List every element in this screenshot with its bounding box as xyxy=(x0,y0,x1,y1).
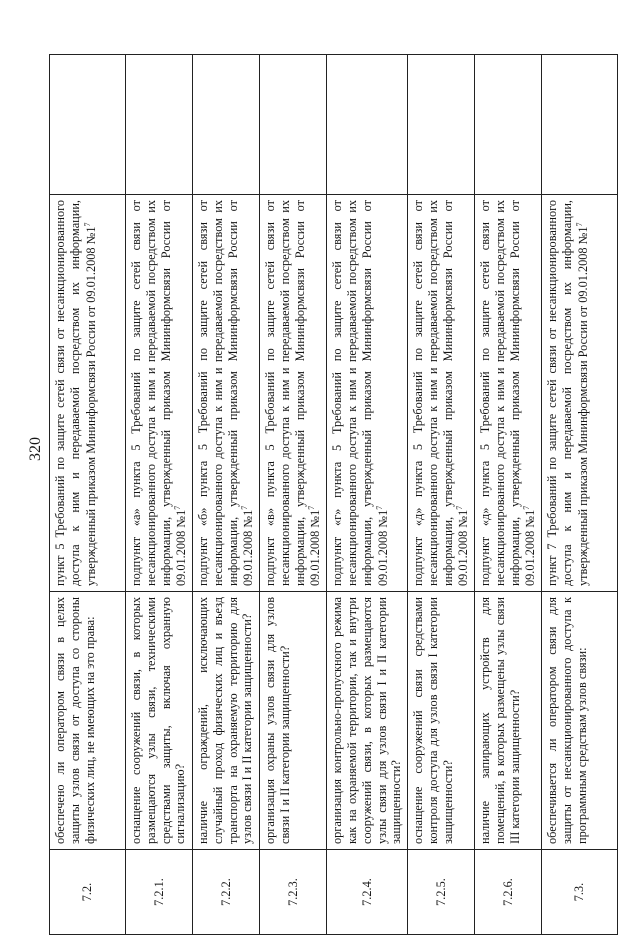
answer-cell xyxy=(542,55,618,195)
question-cell: оснащение сооружений связи средствами контроля доступа для узлов связи I категории защищенности? xyxy=(408,592,475,850)
reference-text: пункт 5 Требований по защите сетей связи от несанкционированного доступа к ним и передаваемой посредством их информации, утвержденный приказом Мининформсвязи России от 09.01.2008 №1 xyxy=(53,200,98,586)
table-row xyxy=(126,55,193,935)
answer-cell xyxy=(50,55,126,195)
question-cell: организация контрольно-пропускного режима как на охраняемой территории, так и внутри сооружений связи, в которых размещаются узлы связи для узлов связи I и II категории защищенности? xyxy=(327,592,408,850)
answer-cell xyxy=(327,55,408,195)
reference-text: подпункт «а» пункта 5 Требований по защите сетей связи от несанкционированного доступа к ним и передаваемой посредством их информации, утвержденный приказом Мининформсвязи России от 09.01.2008 №1 xyxy=(129,200,189,586)
footnote-mark: 7 xyxy=(455,505,465,510)
checklist-table-container xyxy=(49,55,590,935)
answer-cell xyxy=(126,55,193,195)
table-row xyxy=(260,55,327,935)
page-number: 320 xyxy=(27,437,44,461)
reference-cell xyxy=(126,195,193,592)
answer-cell xyxy=(475,55,542,195)
row-number: 7.2.4. xyxy=(327,850,408,935)
table-row xyxy=(542,55,618,935)
footnote-mark: 7 xyxy=(173,505,183,510)
table-row xyxy=(50,55,126,935)
reference-cell xyxy=(260,195,327,592)
row-number: 7.2.6. xyxy=(475,850,542,935)
reference-text: подпункт «в» пункта 5 Требований по защите сетей связи от несанкционированного доступа к ним и передаваемой посредством их информации, утвержденный приказом Мининформсвязи России от 09.01.2008 №1 xyxy=(263,200,323,586)
footnote-mark: 7 xyxy=(240,505,250,510)
reference-text: подпункт «д» пункта 5 Требований по защите сетей связи от несанкционированного доступа к ним и передаваемой посредством их информации, утвержденный приказом Мининформсвязи России от 09.01.2008 №1 xyxy=(478,200,538,586)
reference-text: подпункт «д» пункта 5 Требований по защите сетей связи от несанкционированного доступа к ним и передаваемой посредством их информации, утвержденный приказом Мининформсвязи России от 09.01.2008 №1 xyxy=(411,200,471,586)
reference-cell xyxy=(50,195,126,592)
reference-cell xyxy=(193,195,260,592)
answer-cell xyxy=(193,55,260,195)
footnote-mark: 7 xyxy=(307,505,317,510)
footnote-mark: 7 xyxy=(374,505,384,510)
reference-text: пункт 7 Требований по защите сетей связи от несанкционированного доступа к ним и передаваемой посредством их информации, утвержденный приказом Мининформсвязи России от 09.01.2008 №1 xyxy=(545,200,590,586)
reference-text: подпункт «г» пункта 5 Требований по защите сетей связи от несанкционированного доступа к ним и передаваемой посредством их информации, утвержденный приказом Мининформсвязи России от 09.01.2008 №1 xyxy=(330,200,390,586)
footnote-mark: 7 xyxy=(82,222,92,227)
row-number: 7.2.3. xyxy=(260,850,327,935)
question-cell: наличие ограждений, исключающих случайный проход физических лиц и въезд транспорта на охраняемую территорию для узлов связи I и II категории защищенности? xyxy=(193,592,260,850)
reference-cell xyxy=(408,195,475,592)
question-cell: обеспечено ли оператором связи в целях защиты узлов связи от доступа со стороны физических лиц, не имеющих на это права: xyxy=(50,592,126,850)
table-row xyxy=(475,55,542,935)
table-row xyxy=(327,55,408,935)
row-number: 7.2.5. xyxy=(408,850,475,935)
question-cell: оснащение сооружений связи, в которых размещаются узлы связи, техническими средствами защиты, включая охранную сигнализацию? xyxy=(126,592,193,850)
table-row xyxy=(193,55,260,935)
footnote-mark: 7 xyxy=(522,505,532,510)
table-row xyxy=(408,55,475,935)
reference-cell xyxy=(542,195,618,592)
reference-text: подпункт «б» пункта 5 Требований по защите сетей связи от несанкционированного доступа к ним и передаваемой посредством их информации, утвержденный приказом Мининформсвязи России от 09.01.2008 №1 xyxy=(196,200,256,586)
row-number: 7.2.1. xyxy=(126,850,193,935)
row-number: 7.2.2. xyxy=(193,850,260,935)
row-number: 7.2. xyxy=(50,850,126,935)
checklist-table xyxy=(49,54,618,935)
footnote-mark: 7 xyxy=(574,222,584,227)
answer-cell xyxy=(408,55,475,195)
question-cell: наличие запирающих устройств для помещений, в которых размещены узлы связи III категории защищенности? xyxy=(475,592,542,850)
reference-cell xyxy=(475,195,542,592)
row-number: 7.3. xyxy=(542,850,618,935)
reference-cell xyxy=(327,195,408,592)
answer-cell xyxy=(260,55,327,195)
question-cell: обеспечивается ли оператором связи для защиты от несанкционированного доступа к программным средствам узлов связи: xyxy=(542,592,618,850)
question-cell: организация охраны узлов связи для узлов связи I и II категории защищенности? xyxy=(260,592,327,850)
